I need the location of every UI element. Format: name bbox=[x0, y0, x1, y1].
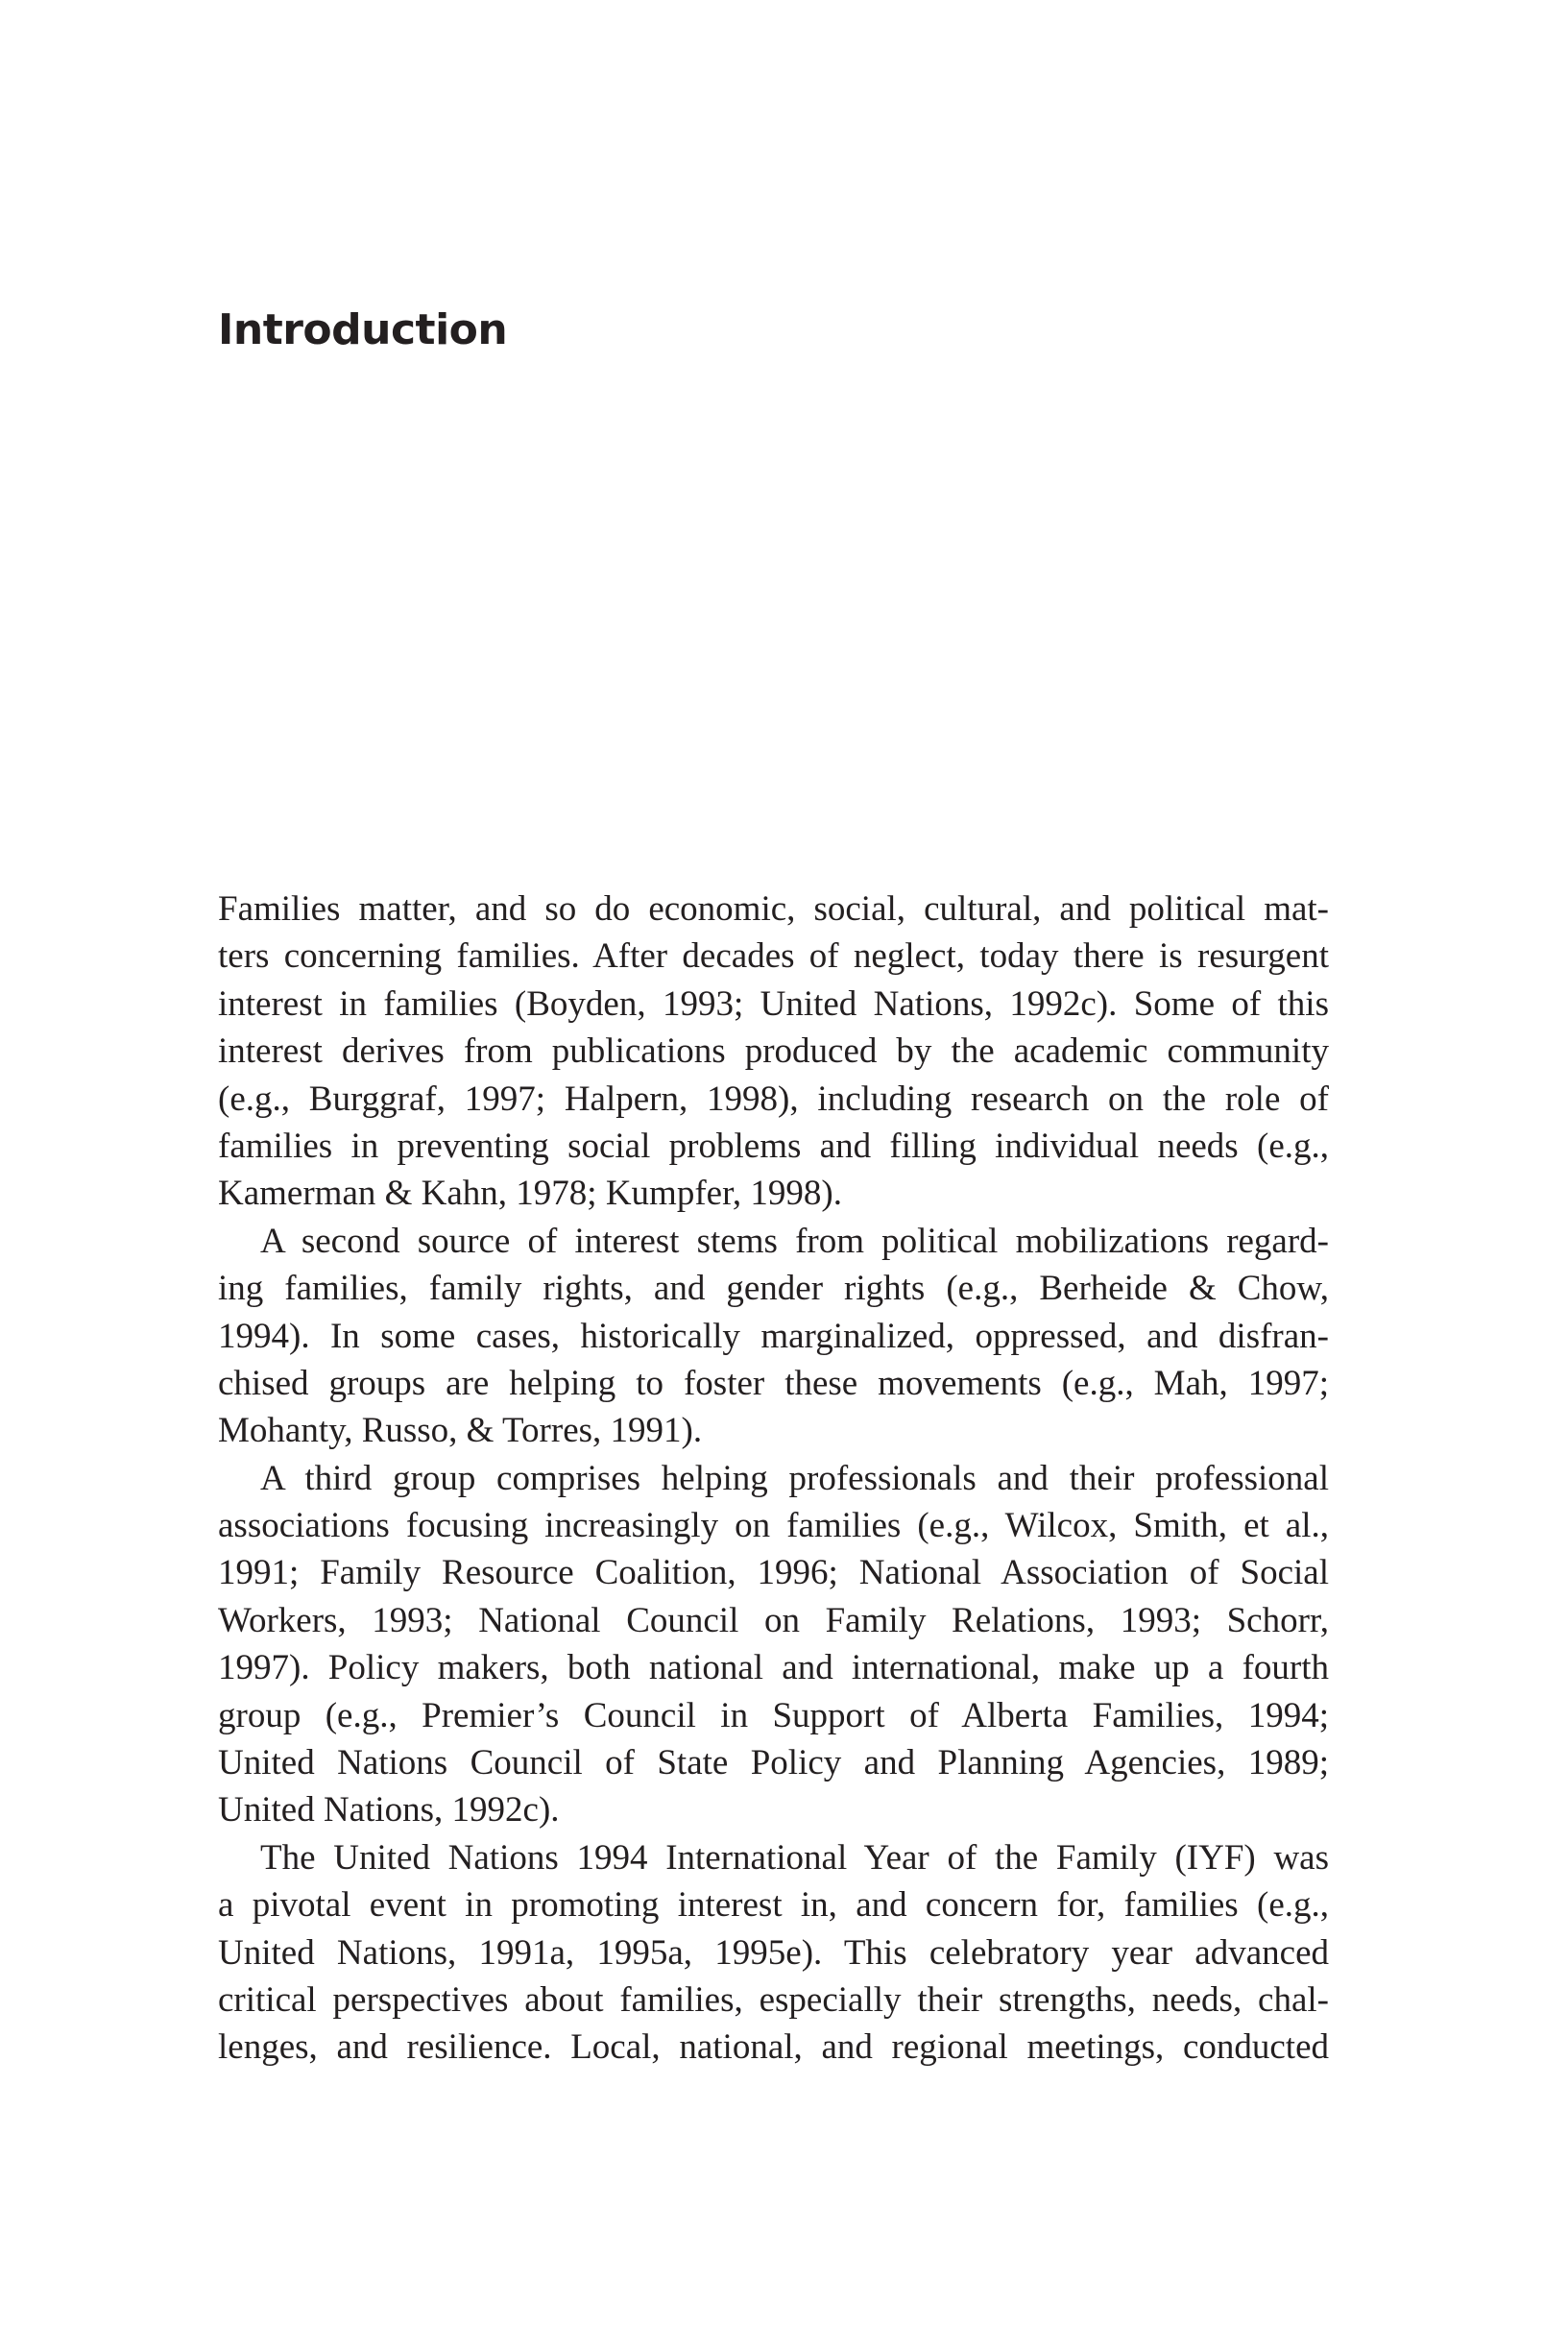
text-line: group (e.g., Premier’s Council in Support of Alberta Families, 1994; bbox=[218, 1695, 1329, 1735]
text-line: A second source of interest stems from political mobilizations regard- bbox=[260, 1221, 1329, 1261]
text-line: Mohanty, Russo, & Torres, 1991). bbox=[218, 1411, 703, 1451]
text-line: interest derives from publications produced by the academic community bbox=[218, 1031, 1329, 1072]
text-line: families in preventing social problems and filling individual needs (e.g., bbox=[218, 1126, 1329, 1166]
text-line: The United Nations 1994 International Year of the Family (IYF) was bbox=[260, 1837, 1329, 1878]
text-line: 1997). Policy makers, both national and international, make up a fourth bbox=[218, 1648, 1329, 1688]
text-line: Workers, 1993; National Council on Family Relations, 1993; Schorr, bbox=[218, 1600, 1329, 1640]
text-line: United Nations Council of State Policy and Planning Agencies, 1989; bbox=[218, 1743, 1329, 1783]
text-line: associations focusing increasingly on families (e.g., Wilcox, Smith, et al., bbox=[218, 1506, 1329, 1546]
text-line: interest in families (Boyden, 1993; United Nations, 1992c). Some of this bbox=[218, 983, 1329, 1024]
text-line: critical perspectives about families, especially their strengths, needs, chal- bbox=[218, 1979, 1329, 2020]
text-line: 1991; Family Resource Coalition, 1996; National Association of Social bbox=[218, 1553, 1329, 1593]
paragraph-4 bbox=[218, 1834, 1329, 2072]
text-line: a pivotal event in promoting interest in, and concern for, families (e.g., bbox=[218, 1885, 1329, 1926]
text-line: (e.g., Burggraf, 1997; Halpern, 1998), including research on the role of bbox=[218, 1079, 1329, 1119]
paragraph-3 bbox=[218, 1455, 1329, 1834]
text-line: ters concerning families. After decades of neglect, today there is resurgent bbox=[218, 936, 1329, 977]
text-line: A third group comprises helping professionals and their professional bbox=[260, 1458, 1329, 1498]
text-line: chised groups are helping to foster these movements (e.g., Mah, 1997; bbox=[218, 1363, 1329, 1403]
text-line: United Nations, 1992c). bbox=[218, 1790, 560, 1831]
text-line: lenges, and resilience. Local, national, and regional meetings, conducted bbox=[218, 2027, 1329, 2068]
text-line: Kamerman & Kahn, 1978; Kumpfer, 1998). bbox=[218, 1174, 842, 1214]
chapter-heading: Introduction bbox=[218, 305, 508, 354]
text-line: ing families, family rights, and gender rights (e.g., Berheide & Chow, bbox=[218, 1269, 1329, 1309]
body-text bbox=[218, 885, 1329, 2072]
paragraph-1 bbox=[218, 885, 1329, 1218]
paragraph-2 bbox=[218, 1218, 1329, 1455]
text-line: United Nations, 1991a, 1995a, 1995e). This celebratory year advanced bbox=[218, 1932, 1329, 1973]
text-line: Families matter, and so do economic, social, cultural, and political mat- bbox=[218, 889, 1329, 929]
text-line: 1994). In some cases, historically marginalized, oppressed, and disfran- bbox=[218, 1316, 1329, 1356]
